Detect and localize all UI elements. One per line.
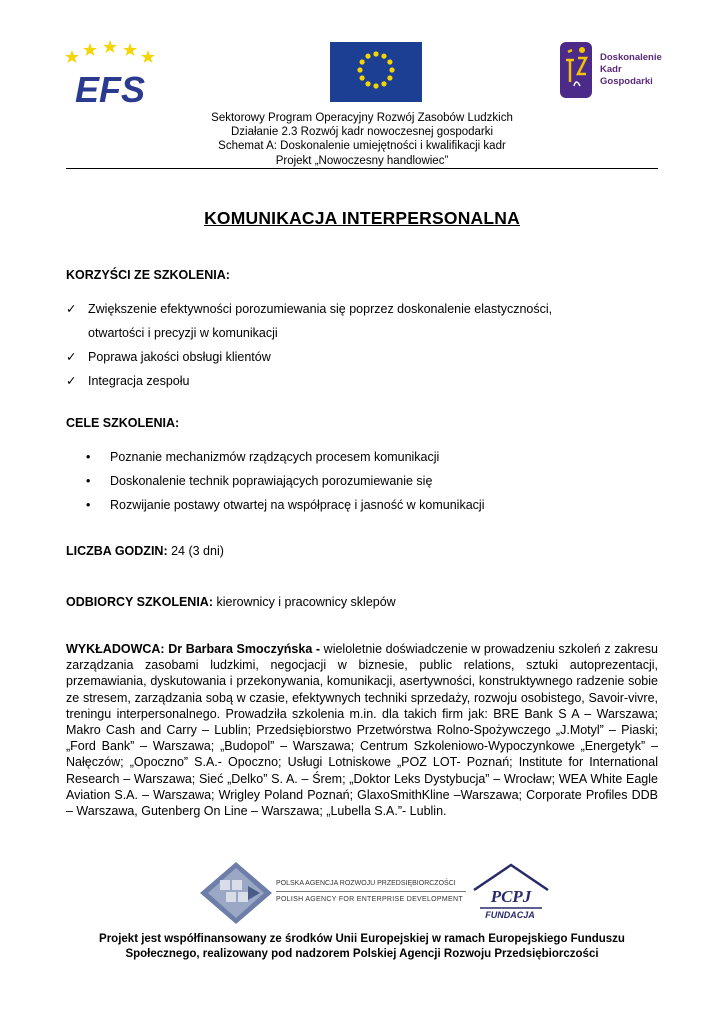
- dkg-logo: [558, 42, 668, 100]
- benefit-item: [66, 297, 666, 321]
- bullet-icon: •: [86, 498, 91, 512]
- audience-value: kierownicy i pracownicy sklepów: [216, 595, 396, 609]
- goal-item: [86, 445, 666, 469]
- efs-logo-text: EFS: [74, 69, 146, 108]
- bullet-icon: •: [86, 474, 91, 488]
- parp-divider: [276, 891, 466, 892]
- hours-value: 24 (3 dni): [171, 544, 224, 558]
- benefit-text: Zwiększenie efektywności porozumiewania się poprzez doskonalenie elastyczności,: [88, 302, 553, 316]
- header-divider: [66, 168, 658, 169]
- pcpj-foundation-label: FUNDACJA: [485, 910, 535, 920]
- goals-heading: CELE SZKOLENIA:: [66, 416, 180, 430]
- checkmark-icon: ✓: [66, 302, 77, 316]
- goal-item: [86, 469, 666, 493]
- benefits-heading: KORZYŚCI ZE SZKOLENIA:: [66, 268, 230, 282]
- checkmark-icon: ✓: [66, 374, 77, 388]
- funding-footer: [66, 932, 658, 962]
- dkg-logo-mark: [558, 42, 594, 98]
- header-line: Działanie 2.3 Rozwój kadr nowoczesnej gospodarki: [230, 126, 494, 139]
- goal-text: Doskonalenie technik poprawiających porozumiewanie się: [110, 474, 433, 488]
- benefit-text: Poprawa jakości obsługi klientów: [88, 350, 271, 364]
- eu-flag-stars: [330, 42, 422, 102]
- parp-name-en: POLISH AGENCY FOR ENTERPRISE DEVELOPMENT: [276, 896, 463, 903]
- dkg-line-1: Doskonalenie: [600, 52, 662, 63]
- benefit-item: [66, 345, 666, 369]
- hours-line: [66, 544, 224, 558]
- page-title: KOMUNIKACJA INTERPERSONALNA: [204, 208, 520, 228]
- audience-line: [66, 595, 396, 609]
- goal-item: [86, 493, 666, 517]
- hours-label: LICZBA GODZIN:: [66, 544, 168, 558]
- footer-line: Projekt jest współfinansowany ze środków Unii Europejskiej w ramach Europejskiego Funduszu: [99, 933, 625, 945]
- audience-label: ODBIORCY SZKOLENIA:: [66, 595, 213, 609]
- benefit-item-continuation: [66, 321, 666, 345]
- header-line: Schemat A: Doskonalenie umiejętności i kwalifikacji kadr: [218, 140, 506, 153]
- benefit-text: Integracja zespołu: [88, 374, 190, 388]
- lecturer-paragraph: [66, 641, 658, 819]
- bullet-icon: •: [86, 450, 91, 464]
- pcpj-logo-mark: [470, 862, 552, 912]
- goal-text: Rozwijanie postawy otwartej na współpracę i jasność w komunikacji: [110, 498, 485, 512]
- header-line: Projekt „Nowoczesny handlowiec”: [275, 154, 449, 167]
- pcpj-logo-text: PCPJ: [490, 887, 532, 906]
- goals-list: [86, 445, 666, 517]
- checkmark-icon: ✓: [66, 350, 77, 364]
- efs-logo-graphic: [60, 40, 160, 108]
- benefit-item: [66, 369, 666, 393]
- dkg-line-3: Gospodarki: [600, 76, 653, 87]
- benefit-text: otwartości i precyzji w komunikacji: [88, 326, 278, 340]
- benefits-list: [66, 297, 666, 393]
- efs-logo: [60, 40, 160, 108]
- eu-flag: [330, 42, 422, 102]
- dkg-line-2: Kadr: [600, 64, 622, 75]
- pcpj-logo: [470, 862, 552, 924]
- parp-name-pl: POLSKA AGENCJA ROZWOJU PRZEDSIĘBIORCZOŚCI: [276, 880, 456, 887]
- efs-stars: [65, 40, 155, 63]
- footer-line: Społecznego, realizowany pod nadzorem Polskiej Agencji Rozwoju Przedsiębiorczości: [125, 948, 599, 960]
- program-header: [66, 111, 658, 168]
- lecturer-text: wieloletnie doświadczenie w prowadzeniu szkoleń z zakresu zarządzania zasobami ludzkimi, negocjacji w biznesie, public relations, sztuki autoprezentacji, przemawiania, dyskutowania i przekonywania, komunikacji, asertywności, konstruktywnego radzenie sobie ze stresem, zarządzania sobą w czasie, efektywnych techniki sprzedaży, rozwoju osobistego, Savoir-vivre, treningu interpersonalnego. Prowadziła szkolenia m.in. dla takich firm jak: BRE Bank S A – Warszawa; Makro Cash and Carry – Lublin; Przedsiębiorstwo Przetwórstwa Rolno-Spożywczego „J.Motyl” – Piaski; „Ford Bank” – Warszawa; „Budopol” – Warszawa; Centrum Szkoleniowo-Wypoczynkowe „Energetyk” – Nałęczów; „Opoczno” S.A.- Opoczno; Usługi Lotniskowe „POZ LOT- Poznań; Institute for International Research – Warszawa; Sieć „Delko” S. A. – Śrem; „Doktor Leks Dystybucja” – Wrocław; WEA White Eagle Aviation S.A. – Warszawa; Wrigley Poland Poznań; GlaxoSmithKline –Warszawa; Corporate Profiles DDB – Warszawa, Gutenberg On Line – Warszawa; „Lubella S.A.”- Lublin.: [66, 642, 658, 819]
- header-line: Sektorowy Program Operacyjny Rozwój Zasobów Ludzkich: [211, 112, 513, 124]
- parp-logo-mark: [200, 862, 272, 924]
- dkg-logo-text: [600, 52, 662, 88]
- parp-logo: [200, 862, 470, 924]
- goal-text: Poznanie mechanizmów rządzących procesem komunikacji: [110, 450, 440, 464]
- lecturer-label: WYKŁADOWCA: Dr Barbara Smoczyńska -: [66, 642, 321, 656]
